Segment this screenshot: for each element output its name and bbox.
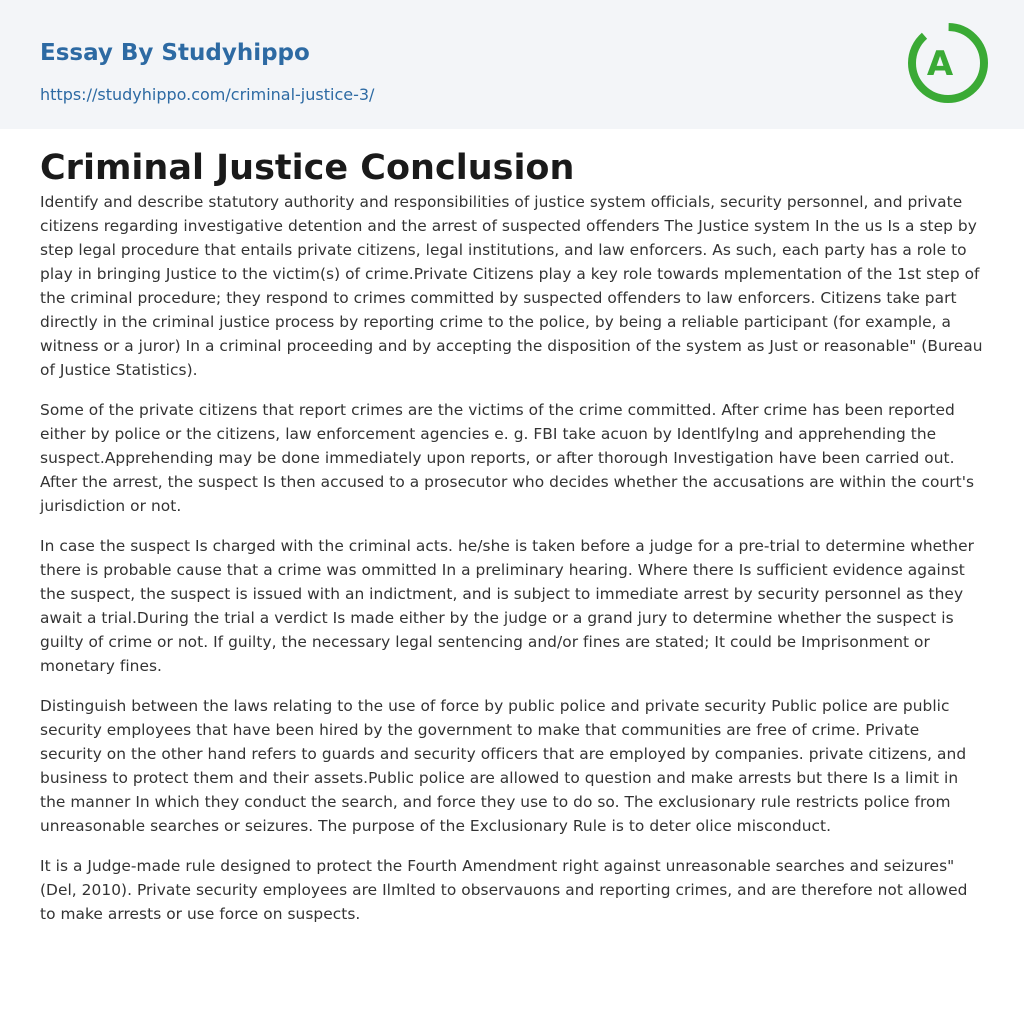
article-paragraph: In case the suspect Is charged with the criminal acts. he/she is taken before a judge for a pre-trial to determine whether there is probable cause that a crime was ommitted In a preliminary hearing. Where there Is sufficient evidence against the suspect, the suspect is issued with an indictment, and is subject to immediate arrest by security personnel as they await a trial.During the trial a verdict Is made either by the judge or a grand jury to determine whether the suspect is guilty of crime or not. If guilty, the necessary legal sentencing and/or fines are stated; It could be Imprisonment or monetary fines. xyxy=(40,537,974,675)
article-paragraph: Identify and describe statutory authority and responsibilities of justice system officials, security personnel, and private citizens regarding investigative detention and the arrest of suspected offenders The Justice system In the us Is a step by step legal procedure that entails private citizens, legal institutions, and law enforcers. As such, each party has a role to play in bringing Justice to the victim(s) of crime.Private Citizens play a key role towards mplementation of the 1st step of the criminal procedure; they respond to crimes committed by suspected offenders to law enforcers. Citizens take part directly in the criminal justice process by reporting crime to the police, by being a reliable participant (for example, a witness or a juror) In a criminal proceeding and by accepting the disposition of the system as Just or reasonable" (Bureau of Justice Statistics). xyxy=(40,193,983,379)
essay-url-link[interactable]: https://studyhippo.com/criminal-justice-3/ xyxy=(40,85,375,104)
studyhippo-logo-icon[interactable] xyxy=(906,18,990,108)
article-paragraph: Distinguish between the laws relating to the use of force by public police and private security Public police are public security employees that have been hired by the government to make that communities are free of crime. Private security on the other hand refers to guards and security officers that are employed by companies. private citizens, and business to protect them and their assets.Public police are allowed to question and make arrests but there Is a limit in the manner In which they conduct the search, and force they use to do so. The exclusionary rule restricts police from unreasonable searches or seizures. The purpose of the Exclusionary Rule is to deter olice misconduct. xyxy=(40,697,967,835)
article-paragraph: It is a Judge-made rule designed to protect the Fourth Amendment right against unreasonable searches and seizures" (Del, 2010). Private security employees are Ilmlted to observauons and reporting crimes, and are therefore not allowed to make arrests or use force on suspects. xyxy=(40,857,968,923)
article xyxy=(0,129,1024,926)
page-title: Criminal Justice Conclusion xyxy=(40,148,575,188)
site-brand[interactable]: Essay By Studyhippo xyxy=(40,40,310,66)
article-paragraph: Some of the private citizens that report crimes are the victims of the crime committed. After crime has been reported either by police or the citizens, law enforcement agencies e. g. FBI take acuon by Identlfylng and apprehending the suspect.Apprehending may be done immediately upon reports, or after thorough Investigation have been carried out. After the arrest, the suspect Is then accused to a prosecutor who decides whether the accusations are within the court's jurisdiction or not. xyxy=(40,401,975,515)
logo-letter: A xyxy=(926,44,954,84)
site-header xyxy=(0,0,1024,129)
